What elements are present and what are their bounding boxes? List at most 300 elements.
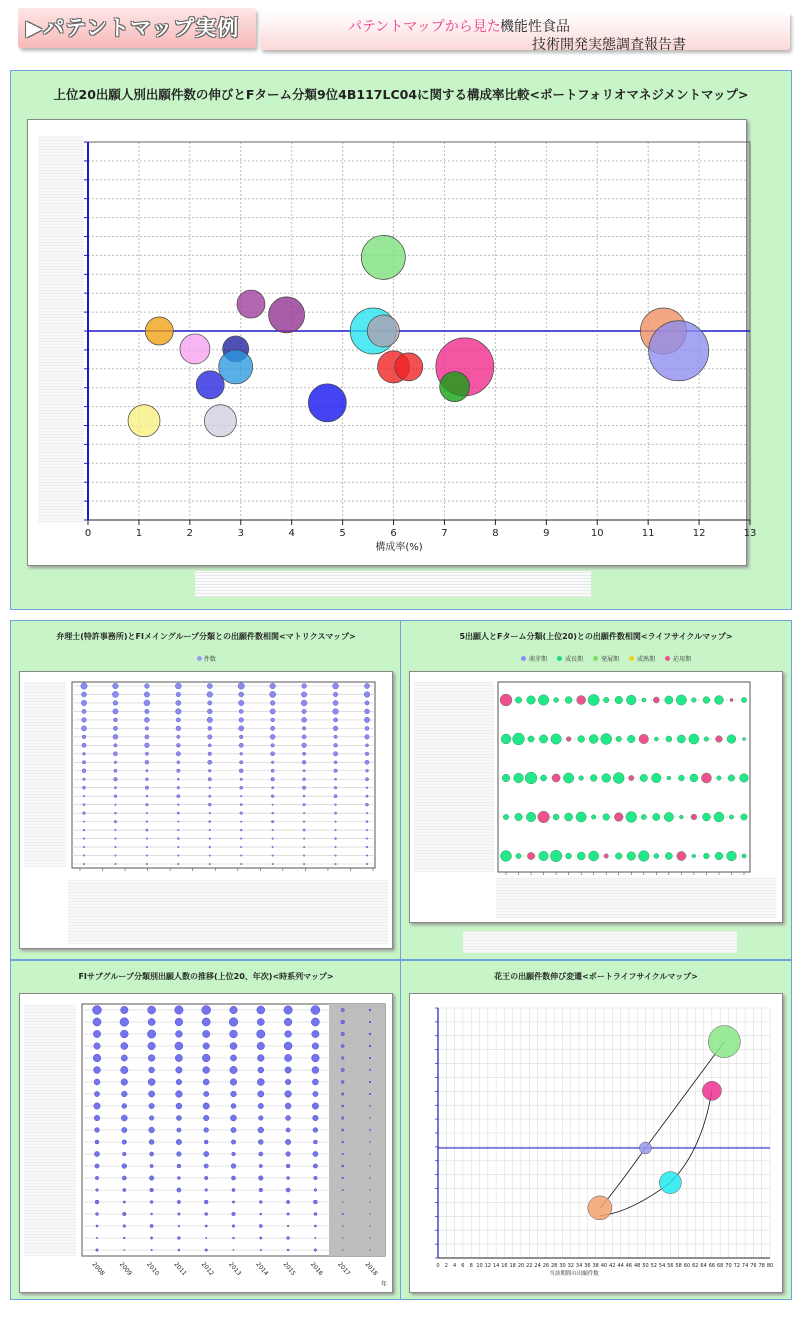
matrix-bubble [270,701,275,706]
timeseries-bubble [286,1200,289,1203]
lifecycle-legend-swatch [629,656,634,661]
lifecycle-bubble [527,696,535,704]
matrix-bubble [207,709,212,714]
matrix-bubble [303,821,305,823]
lifecycle-bubble [602,774,611,783]
timeseries-bubble [176,1067,182,1073]
timeseries-bubble [177,1164,181,1168]
header-tab [18,8,256,48]
timeseries-bubble [122,1127,127,1132]
x-tick-label: 2 [186,528,194,539]
matrix-bubble [83,863,85,865]
matrix-bubble [239,692,244,697]
timeseries-bubble [147,1030,155,1038]
timeseries-bubble [231,1091,237,1097]
timeseries-bubble [342,1213,344,1215]
lifecycle-bubble [552,774,560,782]
timeseries-bubble [93,1018,101,1026]
portlife-x-tick-label: 10 [476,1263,483,1269]
matrix-bubble [114,820,117,823]
lifecycle-legend-swatch [593,656,598,661]
lifecycle-bubble [603,814,610,821]
bubble [308,384,346,422]
timeseries-bubble [232,1212,236,1216]
timeseries-bubble [313,1164,317,1168]
matrix-bubble [240,821,242,823]
timeseries-bubble [94,1115,100,1121]
timeseries-bubble [286,1128,290,1132]
lifecycle-bubble [691,814,697,820]
timeseries-bubble [176,1079,182,1085]
timeseries-bubble [341,1081,344,1084]
matrix-bubble [146,812,148,814]
timeseries-bubble [258,1127,264,1133]
timeseries-bubble [231,1104,236,1109]
matrix-bubble [239,743,243,747]
matrix-bubble [115,846,117,848]
timeseries-bubble [342,1189,343,1190]
timeseries-bubble [313,1091,318,1096]
timeseries-bubble [285,1103,291,1109]
timeseries-bubble [232,1152,236,1156]
matrix-bubble [270,683,276,689]
matrix-bubble [335,838,337,840]
matrix-bubble [302,760,306,764]
timeseries-bubble [204,1164,208,1168]
timeseries-bubble [259,1152,263,1156]
lifecycle-bubble [641,814,646,819]
matrix-bubble [303,829,305,831]
matrix-bubble [175,683,181,689]
timeseries-bubble [176,1139,181,1144]
matrix-bubble [113,709,118,714]
matrix-bubble [207,683,212,688]
timeseries-bubble [311,1018,319,1026]
matrix-bubble-chart [20,672,392,948]
matrix-bubble [83,795,85,797]
timeseries-bubble [94,1091,99,1096]
subtitle-line1: 機能性食品 [500,19,570,35]
timeseries-bubble [150,1188,154,1192]
matrix-bubble [177,778,179,780]
timeseries-bubble [149,1127,155,1133]
matrix-bubble [366,787,368,789]
timeseries-bubble [123,1225,126,1228]
bubble [128,405,160,437]
timeseries-bubble [370,1250,371,1251]
portlife-x-tick-label: 74 [741,1263,749,1269]
portlife-map-title: 花王の出願件数伸び変遷<ポートライフサイクルマップ> [494,972,698,981]
timeseries-bubble [314,1225,316,1227]
portlife-x-tick-label: 42 [609,1263,616,1269]
matrix-bubble [365,752,369,756]
matrix-bubble [145,743,150,748]
timeseries-bubble [369,1105,370,1106]
lifecycle-bubble [541,775,547,781]
matrix-bubble [83,752,86,755]
portlife-map-card [409,993,783,1293]
portlife-x-tick-label: 12 [484,1263,491,1269]
matrix-bubble [365,735,370,740]
timeseries-bubble [94,1103,100,1109]
lifecycle-bubble [526,812,536,822]
timeseries-bubble [150,1237,152,1239]
portlife-x-tick-label: 4 [453,1263,457,1269]
timeseries-bubble [122,1140,126,1144]
bubble [361,235,405,279]
matrix-map-card [19,671,393,949]
matrix-bubble [303,770,305,772]
timeseries-bubble [149,1116,154,1121]
matrix-bubble [82,743,86,747]
timeseries-bubble [260,1249,262,1251]
matrix-bubble [239,709,243,713]
portlife-x-tick-label: 76 [750,1263,757,1269]
portlife-bubble [708,1026,740,1058]
matrix-bubble [240,829,242,831]
timeseries-bubble [151,1213,153,1215]
portlife-x-tick-label: 44 [617,1263,624,1269]
timeseries-bubble [284,1054,291,1061]
lifecycle-bubble [741,697,746,702]
timeseries-bubble [259,1176,264,1181]
matrix-bubble [115,829,117,831]
timeseries-bubble [314,1176,318,1180]
timeseries-x-tick-label: 2013 [227,1260,243,1278]
timeseries-bubble [342,1201,343,1202]
lifecycle-bubble [728,775,735,782]
lifecycle-bubble [628,735,636,743]
timeseries-bubble [286,1164,290,1168]
lifecycle-bubble [729,815,733,819]
lifecycle-legend-label: 成熟期 [637,656,656,663]
bubble [395,353,423,381]
lifecycle-bubble [589,851,599,861]
matrix-bubble [83,812,86,815]
matrix-bubble [82,709,86,713]
matrix-bubble [83,855,85,857]
matrix-bubble [271,820,274,823]
timeseries-bubble [95,1212,98,1215]
lifecycle-bubble [538,811,550,823]
lifecycle-legend-swatch [521,656,526,661]
matrix-bubble [335,846,337,848]
matrix-bubble [83,829,85,831]
matrix-bubble [272,804,274,806]
matrix-bubble [209,838,211,840]
bubble [180,334,210,364]
matrix-bubble [272,787,274,789]
x-tick-label: 8 [492,528,499,539]
lifecycle-bubble [730,698,733,701]
timeseries-map-card [19,993,393,1293]
matrix-bubble [145,735,149,739]
matrix-bubble [366,812,368,814]
timeseries-bubble [204,1200,208,1204]
matrix-bubble [270,691,276,697]
matrix-bubble [114,718,118,722]
timeseries-x-tick-label: 2009 [117,1260,134,1278]
portlife-x-tick-label: 40 [600,1263,608,1269]
x-tick-label: 13 [743,528,757,539]
x-tick-label: 3 [237,528,244,539]
lifecycle-bubble [527,852,534,859]
x-tick-label: 9 [543,528,550,539]
timeseries-bubble [259,1164,262,1167]
timeseries-x-tick-label: 2016 [308,1260,325,1278]
lifecycle-legend-swatch [557,656,562,661]
timeseries-bubble [231,1176,235,1180]
timeseries-bubble [231,1127,236,1132]
matrix-bubble [301,700,307,706]
timeseries-bubble [370,1190,371,1191]
timeseries-bubble [203,1030,210,1037]
matrix-bubble [209,863,211,865]
matrix-bubble [82,718,87,723]
timeseries-bubble [285,1139,290,1144]
matrix-bubble [272,863,274,865]
x-tick-label: 1 [135,528,143,539]
matrix-bubble [238,683,244,689]
matrix-bubble [366,795,368,797]
matrix-bubble [82,761,85,764]
timeseries-bubble [149,1140,154,1145]
matrix-bubble [82,769,86,773]
matrix-bubble [146,863,148,865]
matrix-bubble [271,795,274,798]
matrix-bubble [366,829,368,831]
matrix-bubble [366,863,368,865]
matrix-bubble [114,787,116,789]
portlife-x-tick-label: 2 [444,1263,448,1269]
matrix-bubble [144,692,149,697]
portlife-x-axis-label: 当該期間の出願件数 [549,1271,599,1277]
matrix-bubble [113,726,117,730]
timeseries-bubble [313,1151,318,1156]
timeseries-bubble [177,1200,180,1203]
portlife-x-tick-label: 72 [733,1263,740,1269]
portlife-x-tick-label: 54 [658,1263,666,1269]
timeseries-bubble [312,1030,319,1037]
matrix-bubble [177,795,180,798]
matrix-map-panel [10,620,402,960]
legend-count: 件数 [203,656,216,663]
lifecycle-bubble [704,737,709,742]
portlife-x-tick-label: 78 [758,1263,765,1269]
timeseries-bubble [342,1165,344,1167]
matrix-bubble [178,855,180,857]
timeseries-bubble [176,1103,182,1109]
matrix-bubble [240,778,243,781]
timeseries-bubble [120,1018,129,1027]
matrix-bubble [176,752,180,756]
lifecycle-bubble [615,853,622,860]
timeseries-bubble [93,1030,100,1037]
portfolio-bubble-chart [28,120,757,565]
lifecycle-bubble [539,735,547,743]
bubble [269,297,305,333]
matrix-bubble [145,709,149,713]
timeseries-bubble [204,1176,208,1180]
timeseries-bubble [204,1151,209,1156]
timeseries-bubble [287,1213,290,1216]
timeseries-bubble [286,1115,291,1120]
timeseries-bubble [312,1079,318,1085]
timeseries-bubble [205,1249,208,1252]
lifecycle-bubble [550,850,562,862]
timeseries-bubble [311,1006,320,1015]
timeseries-bubble [370,1226,371,1227]
matrix-bubble [271,761,274,764]
matrix-bubble [365,778,368,781]
matrix-bubble [113,734,118,739]
timeseries-bubble [341,1008,344,1011]
matrix-bubble [334,778,336,780]
timeseries-x-tick-label: 2008 [90,1260,106,1278]
matrix-bubble [302,709,306,713]
portlife-x-tick-label: 56 [667,1263,674,1269]
matrix-bubble [239,735,243,739]
timeseries-bubble [369,1057,371,1059]
timeseries-x-tick-label: 2010 [145,1260,161,1278]
matrix-bubble [145,778,148,781]
portlife-bubble [588,1196,612,1220]
timeseries-bubble [287,1225,289,1227]
lifecycle-bubble [501,851,512,862]
portlife-x-tick-label: 36 [584,1263,591,1269]
matrix-bubble [83,804,85,806]
portlife-x-tick-label: 26 [542,1263,550,1269]
timeseries-bubble [175,1031,182,1038]
portlife-x-tick-label: 50 [642,1263,649,1269]
timeseries-bubble [202,1018,210,1026]
matrix-bubble [270,726,274,730]
matrix-bubble [114,761,117,764]
timeseries-bubble [122,1152,126,1156]
matrix-bubble [209,846,211,848]
lifecycle-bubble [742,737,745,740]
matrix-bubble [270,709,275,714]
matrix-bubble [271,769,274,772]
timeseries-bubble [232,1225,235,1228]
matrix-bubble [209,821,211,823]
timeseries-bubble [257,1018,264,1025]
bubble [440,372,470,402]
timeseries-bubble [230,1042,237,1049]
matrix-bubble [334,735,337,738]
timeseries-bubble [96,1225,98,1227]
timeseries-bubble [177,1188,181,1192]
matrix-bubble [83,838,85,840]
matrix-bubble [240,855,242,857]
timeseries-bubble [96,1249,99,1252]
bubble [237,290,265,318]
portlife-x-tick-label: 28 [551,1263,558,1269]
timeseries-bubble [203,1067,210,1074]
timeseries-bubble [122,1164,127,1169]
timeseries-bubble [258,1103,263,1108]
lifecycle-bubble [589,735,598,744]
matrix-bubble [271,752,275,756]
matrix-bubble [82,692,87,697]
timeseries-bubble [231,1164,236,1169]
lifecycle-bubble [652,773,661,782]
portlife-bubble [659,1172,681,1194]
matrix-bubble [144,700,150,706]
timeseries-bubble [148,1042,156,1050]
timeseries-bubble [370,1214,371,1215]
matrix-bubble [208,760,212,764]
matrix-bubble [302,786,306,790]
timeseries-bubble [230,1066,237,1073]
portlife-x-tick-label: 80 [766,1263,774,1269]
timeseries-map-title: FIサブグループ分類別出願人数の推移(上位20、年次)<時系列マップ> [78,972,334,981]
timeseries-bubble [230,1006,238,1014]
timeseries-bubble [312,1043,319,1050]
timeseries-bubble [203,1043,210,1050]
lifecycle-bubble [515,813,522,820]
header-subtitle-bar [260,12,790,53]
timeseries-x-tick-label: 2017 [336,1260,352,1278]
matrix-bubble [208,701,212,705]
lifecycle-bubble [640,774,647,781]
matrix-bubble [146,821,148,823]
lifecycle-bubble [690,774,698,782]
matrix-bubble [365,709,370,714]
timeseries-bubble [233,1237,235,1239]
timeseries-bubble [203,1079,209,1085]
timeseries-bubble [205,1237,206,1238]
matrix-bubble [145,760,149,764]
timeseries-bubble [230,1030,238,1038]
matrix-bubble [209,855,211,857]
timeseries-bubble [94,1151,99,1156]
lifecycle-bubble [704,853,710,859]
portlife-x-tick-label: 8 [469,1263,473,1269]
timeseries-bubble [312,1103,318,1109]
matrix-bubble [114,777,118,781]
matrix-bubble [115,855,117,857]
timeseries-bubble [95,1128,100,1133]
timeseries-bubble [205,1189,208,1192]
matrix-bubble [272,846,274,848]
timeseries-bubble [314,1249,317,1252]
lifecycle-bubble [717,776,721,780]
matrix-bubble [364,717,369,722]
timeseries-bubble [148,1055,155,1062]
timeseries-bubble [313,1115,319,1121]
matrix-bubble [334,761,337,764]
timeseries-bubble [287,1176,290,1179]
timeseries-bubble [123,1188,126,1191]
matrix-bubble [113,752,117,756]
lifecycle-legend-label: 成長期 [565,656,584,663]
matrix-bubble [272,855,274,857]
matrix-bubble [209,787,211,789]
timeseries-bubble [175,1042,183,1050]
lifecycle-bubble [563,773,573,783]
matrix-bubble [178,846,180,848]
timeseries-bubble [257,1042,265,1050]
timeseries-bubble [341,1032,345,1036]
timeseries-bubble [148,1006,156,1014]
matrix-bubble [333,718,337,722]
timeseries-bubble [122,1176,126,1180]
timeseries-x-tick-label: 2011 [172,1260,188,1278]
matrix-bubble [302,717,307,722]
matrix-bubble [303,838,305,840]
bubble [649,321,709,381]
